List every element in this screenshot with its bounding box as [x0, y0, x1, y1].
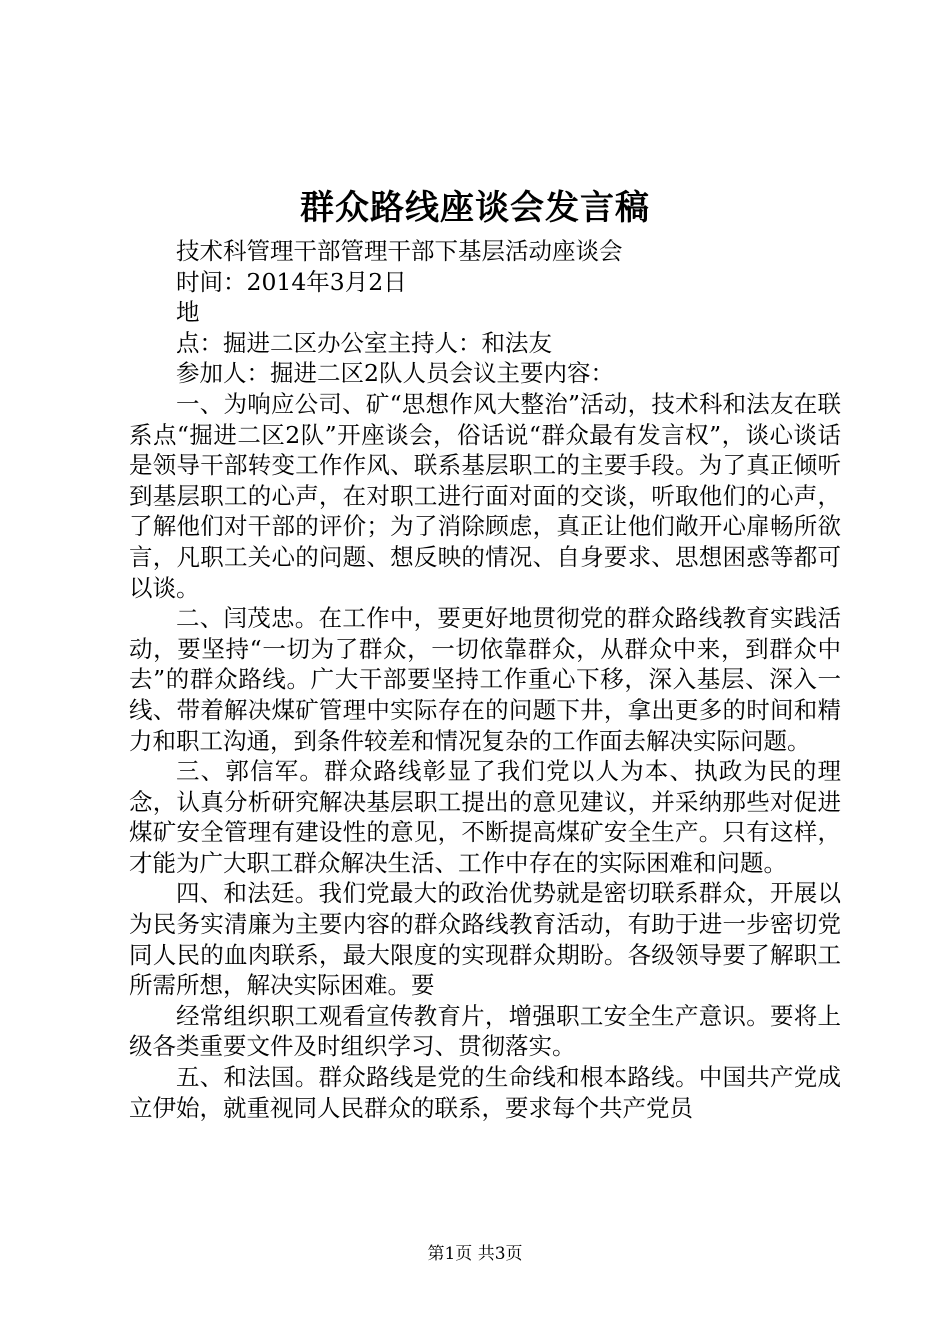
document-body	[129, 236, 841, 1123]
paragraph-section-1: 一、为响应公司、矿“思想作风大整治”活动，技术科和法友在联系点“掘进二区2队”开座谈会，俗话说“群众最有发言权”，谈心谈话是领导干部转变工作作风、联系基层职工的主要手段。为了真正倾听到基层职工的心声，在对职工进行面对面的交谈，听取他们的心声，了解他们对干部的评价；为了消除顾虑，真正让他们敞开心扉畅所欲言，凡职工关心的问题、想反映的情况、自身要求、思想困惑等都可以谈。	[129, 389, 841, 602]
paragraph-section-2: 二、闫茂忠。在工作中，要更好地贯彻党的群众路线教育实践活动，要坚持“一切为了群众，一切依靠群众，从群众中来，到群众中去”的群众路线。广大干部要坚持工作重心下移，深入基层、深入一线、带着解决煤矿管理中实际存在的问题下井，拿出更多的时间和精力和职工沟通，到条件较差和情况复杂的工作面去解决实际问题。	[129, 604, 841, 755]
paragraph-section-3: 三、郭信军。群众路线彰显了我们党以人为本、执政为民的理念，认真分析研究解决基层职工提出的意见建议，并采纳那些对促进煤矿安全管理有建设性的意见，不断提高煤矿安全生产。只有这样，才能为广大职工群众解决生活、工作中存在的实际困难和问题。	[129, 757, 841, 877]
paragraph-section-4-cont: 经常组织职工观看宣传教育片，增强职工安全生产意识。要将上级各类重要文件及时组织学习、贯彻落实。	[129, 1001, 841, 1061]
document-title: 群众路线座谈会发言稿	[300, 188, 650, 228]
paragraph-section-4: 四、和法廷。我们党最大的政治优势就是密切联系群众，开展以为民务实清廉为主要内容的群众路线教育活动，有助于进一步密切党同人民的血肉联系，最大限度的实现群众期盼。各级领导要了解职工所需所想，解决实际困难。要	[129, 879, 841, 1000]
paragraph-place-label: 地	[176, 298, 200, 327]
paragraph-time: 时间：2014年3月2日	[176, 267, 407, 296]
paragraph-subtitle: 技术科管理干部管理干部下基层活动座谈会	[176, 237, 623, 265]
paragraph-section-5: 五、和法国。群众路线是党的生命线和根本路线。中国共产党成立伊始，就重视同人民群众的联系，要求每个共产党员	[129, 1063, 841, 1122]
page-number: 第1页 共3页	[427, 1244, 523, 1264]
paragraph-place-host: 点：掘进二区办公室主持人：和法友	[176, 328, 552, 357]
paragraph-attendees: 参加人：掘进二区2队人员会议主要内容：	[176, 359, 614, 388]
